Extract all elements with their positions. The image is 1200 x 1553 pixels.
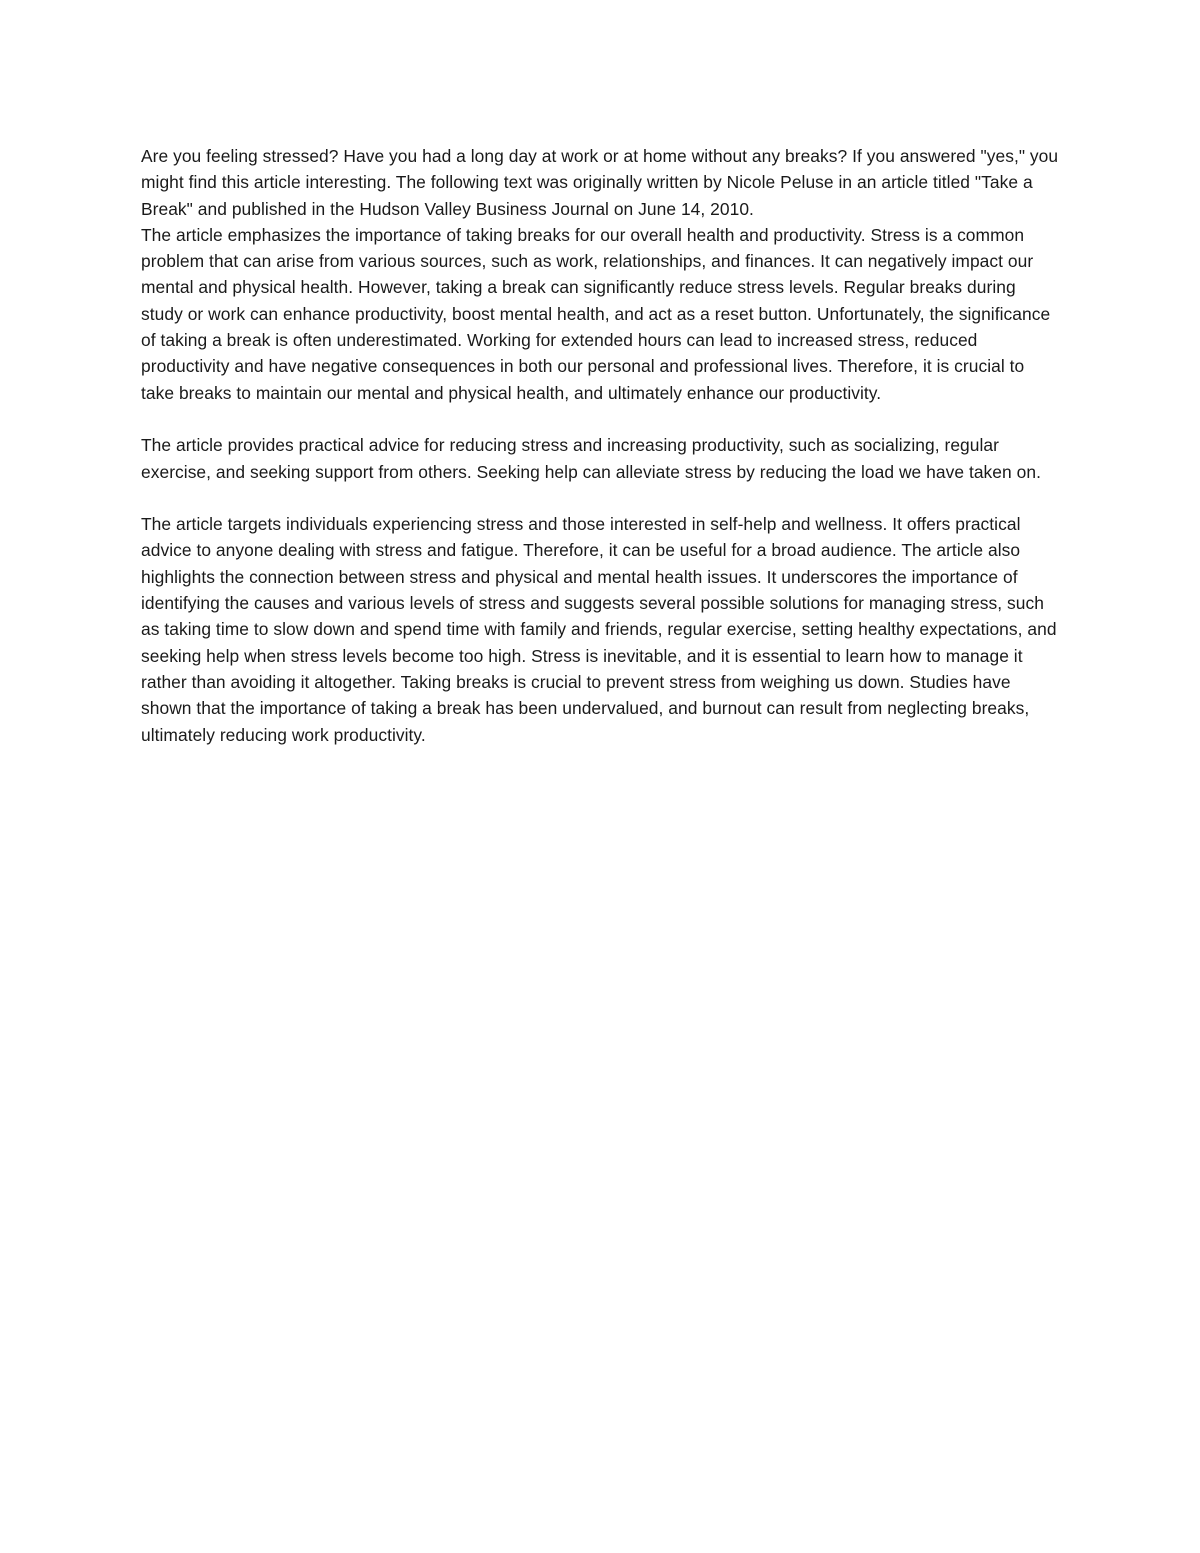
- paragraph-advice: The article provides practical advice for reducing stress and increasing productivity, such as socializing, regular exercise, and seeking support from others. Seeking help can alleviate stress by reducing the load we have taken on.: [141, 435, 1041, 482]
- paragraph-intro: Are you feeling stressed? Have you had a long day at work or at home without any breaks? If you answered "yes," you might find this article interesting. The following text was originally written by Nicole Peluse in an article titled "Take a Break" and published in the Hudson Valley Business Journal on June 14, 2010.: [141, 146, 1059, 219]
- paragraph-audience: The article targets individuals experiencing stress and those interested in self-help and wellness. It offers practical advice to anyone dealing with stress and fatigue. Therefore, it can be useful for a broad audience. The article also highlights the connection between stress and physical and mental health issues. It underscores the importance of identifying the causes and various levels of stress and suggests several possible solutions for managing stress, such as taking time to slow down and spend time with family and friends, regular exercise, setting healthy expectations, and seeking help when stress levels become too high. Stress is inevitable, and it is essential to learn how to manage it rather than avoiding it altogether. Taking breaks is crucial to prevent stress from weighing us down. Studies have shown that the importance of taking a break has been undervalued, and burnout can result from neglecting breaks, ultimately reducing work productivity.: [141, 514, 1057, 745]
- paragraph-importance: The article emphasizes the importance of taking breaks for our overall health and productivity. Stress is a common problem that can arise from various sources, such as work, relationships, and finances. It can negatively impact our mental and physical health. However, taking a break can significantly reduce stress levels. Regular breaks during study or work can enhance productivity, boost mental health, and act as a reset button. Unfortunately, the significance of taking a break is often underestimated. Working for extended hours can lead to increased stress, reduced productivity and have negative consequences in both our personal and professional lives. Therefore, it is crucial to take breaks to maintain our mental and physical health, and ultimately enhance our productivity.: [141, 224, 1051, 403]
- document-body: [141, 143, 1059, 748]
